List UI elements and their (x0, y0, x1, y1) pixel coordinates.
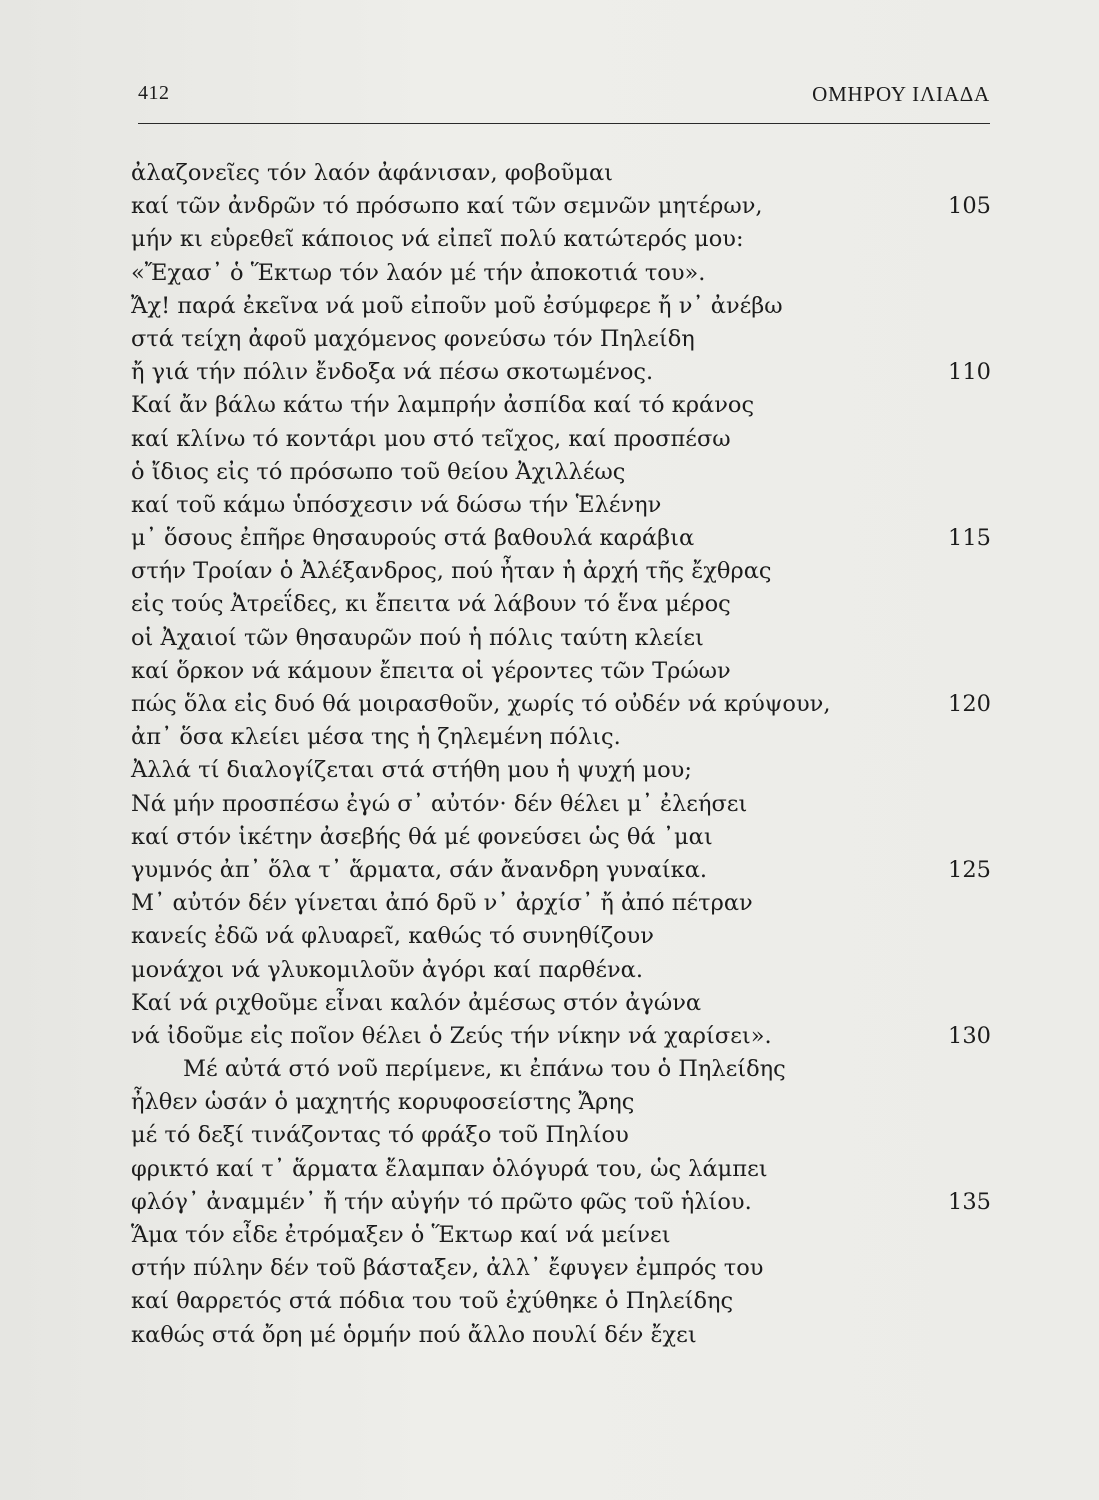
verse-line (131, 1153, 991, 1186)
verse-text: καί στόν ἱκέτην ἀσεβής θά μέ φονεύσει ὡς θά ᾽μαι (131, 823, 713, 850)
verse-text: μ᾽ ὅσους ἐπῆρε θησαυρούς στά βαθουλά καράβια (131, 525, 695, 552)
verse-line (131, 721, 991, 754)
running-title: ΟΜΗΡΟΥ ΙΛΙΑΔΑ (812, 82, 990, 106)
verse-text: καί τοῦ κάμω ὑπόσχεσιν νά δώσω τήν Ἑλένην (131, 491, 662, 518)
verse-text: οἱ Ἀχαιοί τῶν θησαυρῶν πού ἡ πόλις ταύτη κλείει (131, 624, 704, 651)
verse-text: στήν πύλην δέν τοῦ βάσταξεν, ἀλλ᾽ ἔφυγεν ἐμπρός του (131, 1255, 764, 1282)
verse-text: Μέ αὐτά στό νοῦ περίμενε, κι ἐπάνω του ὁ Πηλείδης (183, 1056, 786, 1083)
verse-text: Μ᾽ αὐτόν δέν γίνεται ἀπό δρῦ ν᾽ ἀρχίσ᾽ ἤ ἀπό πέτραν (131, 890, 753, 917)
verse-text: καί τῶν ἀνδρῶν τό πρόσωπο καί τῶν σεμνῶν μητέρων, (131, 193, 763, 220)
verse-text: Καί ἄν βάλω κάτω τήν λαμπρήν ἀσπίδα καί τό κράνος (131, 392, 755, 419)
verse-line (131, 788, 991, 821)
verse-line (131, 754, 991, 787)
verse-line (131, 423, 991, 456)
verse-line (131, 920, 991, 953)
verse-text: φλόγ᾽ ἀναμμέν᾽ ἤ τήν αὐγήν τό πρῶτο φῶς τοῦ ἡλίου. (131, 1188, 752, 1215)
verse-line (131, 1053, 991, 1086)
verse-text: καθώς στά ὄρη μέ ὁρμήν πού ἄλλο πουλί δέν ἔχει (131, 1321, 697, 1348)
verse-number: 115 (948, 525, 991, 552)
verse-line (131, 1020, 991, 1053)
verse-text: Ἄχ! παρά ἐκεῖνα νά μοῦ εἰποῦν μοῦ ἐσύμφερε ἤ ν᾽ ἀνέβω (131, 292, 783, 319)
verse-text: Καί νά ριχθοῦμε εἶναι καλόν ἀμέσως στόν ἀγώνα (131, 989, 702, 1016)
verse-text: ἦλθεν ὡσάν ὁ μαχητής κορυφοσείστης Ἄρης (131, 1089, 635, 1116)
verse-text: μέ τό δεξί τινάζοντας τό φράξο τοῦ Πηλίου (131, 1122, 629, 1149)
verse-line (131, 223, 991, 256)
verse-number: 125 (948, 856, 991, 883)
verse-line (131, 887, 991, 920)
verse-line (131, 356, 991, 389)
verse-text: κανείς ἐδῶ νά φλυαρεῖ, καθώς τό συνηθίζουν (131, 923, 654, 950)
verse-text: φρικτό καί τ᾽ ἅρματα ἔλαμπαν ὁλόγυρά του, ὡς λάμπει (131, 1155, 768, 1182)
verse-text: Ἅμα τόν εἶδε ἐτρόμαξεν ὁ Ἕκτωρ καί νά μείνει (131, 1222, 671, 1248)
verse-line (131, 854, 991, 887)
verse-number: 135 (948, 1188, 991, 1215)
verse-line (131, 655, 991, 688)
verse-line (131, 257, 991, 290)
verse-text: πώς ὅλα εἰς δυό θά μοιρασθοῦν, χωρίς τό οὐδέν νά κρύψουν, (131, 691, 831, 717)
verse-line (131, 688, 991, 721)
verse-line (131, 190, 991, 223)
verse-number: 110 (948, 359, 991, 386)
verse-number: 105 (948, 193, 991, 220)
verse-text: καί ὅρκον νά κάμουν ἔπειτα οἱ γέροντες τῶν Τρώων (131, 657, 731, 684)
verse-line (131, 555, 991, 588)
verse-text: ἀλαζονεῖες τόν λαόν ἀφάνισαν, φοβοῦμαι (131, 160, 613, 186)
verse-text: εἰς τούς Ἀτρεΐδες, κι ἔπειτα νά λάβουν τό ἕνα μέρος (131, 591, 731, 618)
verse-line (131, 1285, 991, 1318)
verse-line (131, 1186, 991, 1219)
verse-text: «Ἔχασ᾽ ὁ Ἕκτωρ τόν λαόν μέ τήν ἀποκοτιά του». (131, 259, 706, 286)
verse-text: καί κλίνω τό κοντάρι μου στό τεῖχος, καί προσπέσω (131, 425, 731, 452)
header-rule (138, 123, 990, 124)
verse-text: Ἀλλά τί διαλογίζεται στά στήθη μου ἡ ψυχή μου; (131, 757, 692, 784)
verse-line (131, 456, 991, 489)
verse-line (131, 290, 991, 323)
verse-line (131, 1119, 991, 1152)
page-number: 412 (138, 82, 170, 104)
verse-text: γυμνός ἀπ᾽ ὅλα τ᾽ ἅρματα, σάν ἄνανδρη γυναίκα. (131, 856, 708, 883)
verse-text: μήν κι εὑρεθεῖ κάποιος νά εἰπεῖ πολύ κατώτερός μου: (131, 226, 744, 253)
verse-line (131, 1219, 991, 1252)
verse-text: καί θαρρετός στά πόδια του τοῦ ἐχύθηκε ὁ Πηλείδης (131, 1288, 734, 1315)
verse-line (131, 323, 991, 356)
verse-text: Νά μήν προσπέσω ἐγώ σ᾽ αὐτόν· δέν θέλει μ᾽ ἐλεήσει (131, 790, 748, 817)
verse-line (131, 1086, 991, 1119)
verse-text: στήν Τροίαν ὁ Ἀλέξανδρος, πού ἦταν ἡ ἀρχή τῆς ἔχθρας (131, 558, 772, 585)
verse-line (131, 389, 991, 422)
verse-text: ἀπ᾽ ὅσα κλείει μέσα της ἡ ζηλεμένη πόλις. (131, 724, 621, 751)
verse-line (131, 157, 991, 190)
verse-text: μονάχοι νά γλυκομιλοῦν ἀγόρι καί παρθένα. (131, 956, 644, 983)
verse-line (131, 588, 991, 621)
verse-number: 130 (948, 1022, 991, 1049)
verse-line (131, 1319, 991, 1352)
verse-text: ἤ γιά τήν πόλιν ἔνδοξα νά πέσω σκοτωμένος. (131, 359, 654, 386)
verse-line (131, 489, 991, 522)
verse-line (131, 622, 991, 655)
verse-line (131, 522, 991, 555)
page-header (138, 82, 990, 112)
verse-line (131, 821, 991, 854)
verse-line (131, 1252, 991, 1285)
verse-number: 120 (948, 691, 991, 717)
verse-line (131, 987, 991, 1020)
verse-text: στά τείχη ἀφοῦ μαχόμενος φονεύσω τόν Πηλείδη (131, 325, 695, 352)
verse-text: ὁ ἴδιος εἰς τό πρόσωπο τοῦ θείου Ἀχιλλέως (131, 458, 626, 485)
verse-text: νά ἰδοῦμε εἰς ποῖον θέλει ὁ Ζεύς τήν νίκην νά χαρίσει». (131, 1022, 772, 1049)
poem-text (131, 157, 991, 1352)
verse-line (131, 954, 991, 987)
